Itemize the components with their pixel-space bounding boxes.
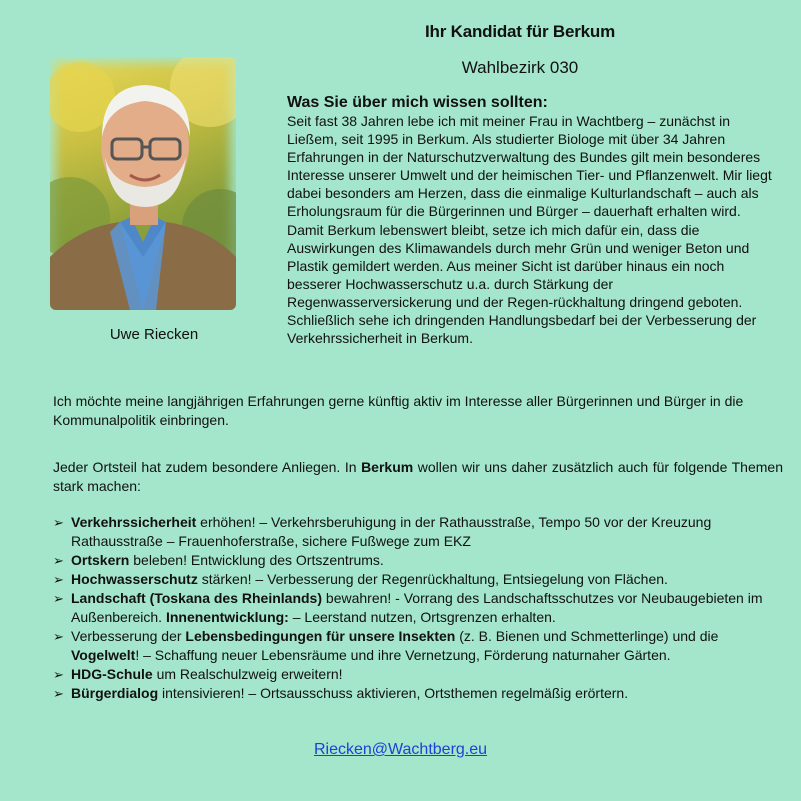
list-item: [53, 570, 783, 589]
topics-list: [53, 513, 783, 703]
topic-text: beleben! Entwicklung des Ortszentrums.: [129, 552, 384, 568]
topic-text: erhöhen! – Verkehrsberuhigung in der Rathausstraße, Tempo 50 vor der Kreuzung Rathausstraße – Frauenhoferstraße, sichere Fußwege zum EKZ: [71, 514, 712, 549]
topic-text: (z. B. Bienen und Schmetterlinge) und die: [455, 628, 719, 644]
topic-title: Landschaft (Toskana des Rheinlands): [71, 590, 323, 606]
arrow-bullet-icon: ➢: [53, 572, 64, 587]
about-heading: Was Sie über mich wissen sollten:: [287, 94, 548, 111]
topic-title: Lebensbedingungen für unsere Insekten: [185, 628, 456, 644]
topic-text: stärken! – Verbesserung der Regenrückhaltung, Entsiegelung von Flächen.: [197, 571, 668, 587]
topic-text: um Realschulzweig erweitern!: [152, 666, 343, 682]
topic-title-secondary: Innenentwicklung:: [165, 609, 289, 625]
list-item: [53, 551, 783, 570]
topic-prefix: Verbesserung der: [71, 628, 186, 644]
topic-title: Ortskern: [71, 552, 130, 568]
topic-title: Hochwasserschutz: [71, 571, 198, 587]
topic-title: Verkehrssicherheit: [71, 514, 197, 530]
topic-text: intensivieren! – Ortsausschuss aktivieren, Ortsthemen regelmäßig erörtern.: [158, 685, 629, 701]
candidate-name: Uwe Riecken: [109, 326, 199, 343]
arrow-bullet-icon: ➢: [53, 667, 64, 682]
arrow-bullet-icon: ➢: [53, 553, 64, 568]
email-link[interactable]: Riecken@Wachtberg.eu: [313, 741, 488, 758]
intro-text-before: Jeder Ortsteil hat zudem besondere Anliegen. In: [53, 459, 362, 475]
arrow-bullet-icon: ➢: [53, 686, 64, 701]
topic-text-secondary: ! – Schaffung neuer Lebensräume und ihre Vernetzung, Förderung naturnaher Gärten.: [135, 647, 671, 663]
topic-title: Bürgerdialog: [71, 685, 159, 701]
intro-text-after: wollen wir uns daher zusätzlich auch für folgende Themen stark machen:: [53, 459, 783, 494]
arrow-bullet-icon: ➢: [53, 629, 64, 644]
list-item: [53, 589, 783, 627]
about-text: Seit fast 38 Jahren lebe ich mit meiner Frau in Wachtberg – zunächst in Ließem, seit 1995 in Berkum. Als studierter Biologe mit über 34 Jahren Erfahrungen in der Naturschutzverwaltung des Bundes gilt mein besonderes Interesse unserer Umwelt und der heimischen Tier- und Pflanzenwelt. Mir liegt dabei besonders am Herzen, dass die einmalige Kulturlandschaft – auch als Erholungsraum für die Bürgerinnen und Bürger – dauerhaft erhalten wird. Damit Berkum lebenswert bleibt, setze ich mich dafür ein, dass die Auswirkungen des Klimawandels durch mehr Grün und weniger Beton und Plastik gemildert werden. Aus meiner Sicht ist darüber hinaus ein noch besserer Hochwasserschutz u.a. durch Stärkung der Regenwasserversickerung und der Regen-rückhaltung dringend geboten. Schließlich sehe ich dringenden Handlungsbedarf bei der Verbesserung der Verkehrssicherheit in Berkum.: [287, 113, 772, 347]
list-item: [53, 684, 783, 703]
topic-text: bewahren! - Vorrang des Landschaftsschutzes vor Neubaugebieten im Außenbereich.: [71, 590, 763, 625]
page-subtitle: Wahlbezirk 030: [461, 58, 579, 77]
topic-title: HDG-Schule: [71, 666, 153, 682]
candidate-photo: [50, 57, 236, 310]
list-item: [53, 513, 783, 551]
page-title: Ihr Kandidat für Berkum: [425, 22, 615, 41]
list-item: [53, 665, 783, 684]
list-item: [53, 627, 783, 665]
experience-paragraph: Ich möchte meine langjährigen Erfahrungen gerne künftig aktiv im Interesse aller Bürgerinnen und Bürger in die Kommunalpolitik einbringen.: [53, 393, 744, 428]
district-intro-paragraph: [53, 458, 783, 496]
topic-title-secondary: Vogelwelt: [71, 647, 136, 663]
arrow-bullet-icon: ➢: [53, 515, 64, 530]
intro-district-name: Berkum: [361, 459, 414, 475]
arrow-bullet-icon: ➢: [53, 591, 64, 606]
topic-text-secondary: – Leerstand nutzen, Ortsgrenzen erhalten.: [288, 609, 556, 625]
